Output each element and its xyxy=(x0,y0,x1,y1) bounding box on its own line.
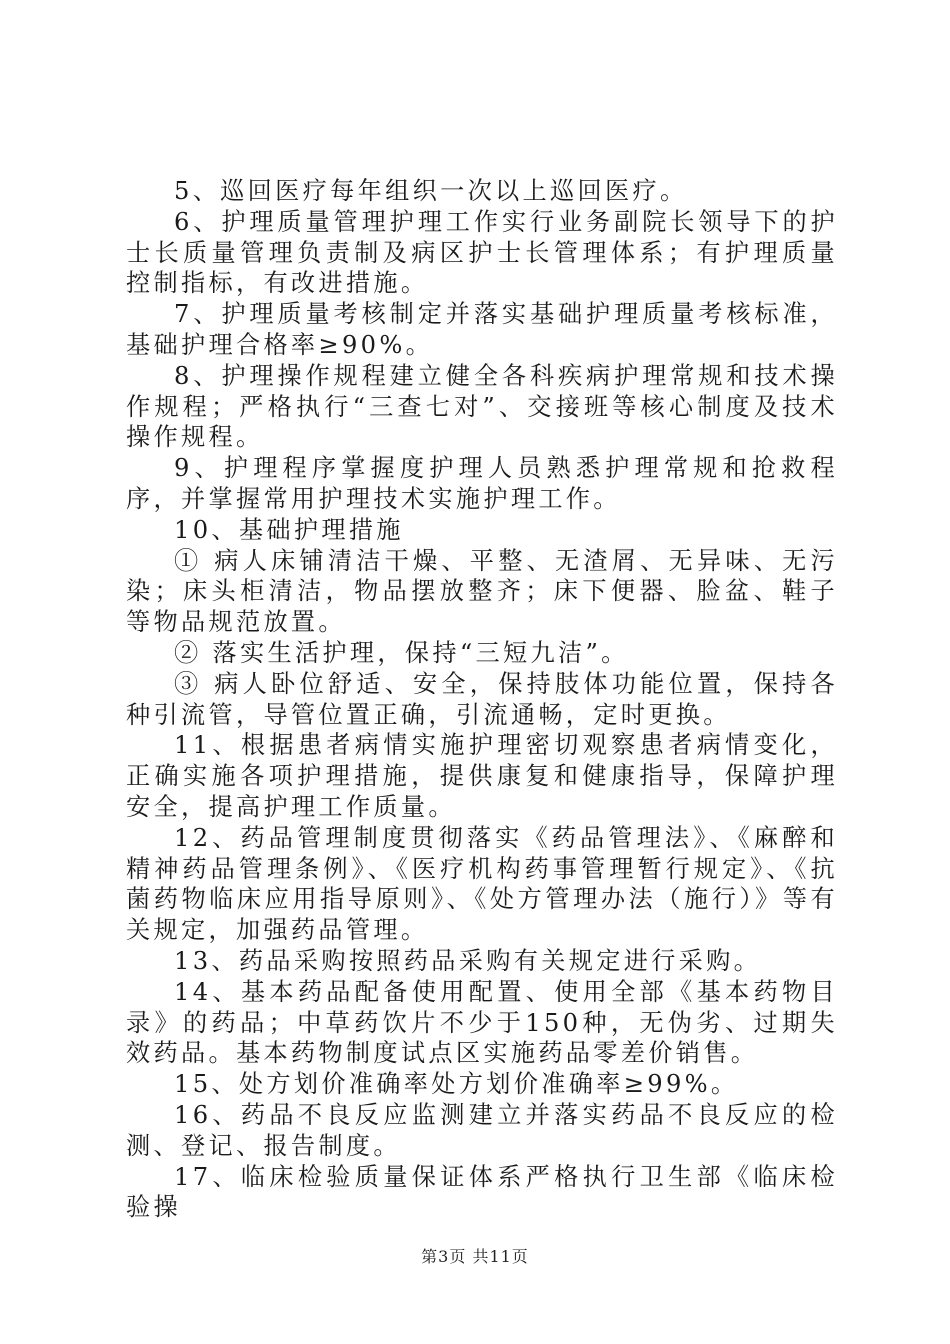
paragraph-11: 11、根据患者病情实施护理密切观察患者病情变化，正确实施各项护理措施，提供康复和健康指导，保障护理安全，提高护理工作质量。 xyxy=(126,731,838,821)
document-body xyxy=(126,176,838,1223)
paragraph-16: 16、药品不良反应监测建立并落实药品不良反应的检测、登记、报告制度。 xyxy=(126,1100,838,1160)
paragraph-10-item-3: ③ 病人卧位舒适、安全，保持肢体功能位置，保持各种引流管，导管位置正确，引流通畅，定时更换。 xyxy=(126,669,838,729)
paragraph-17: 17、临床检验质量保证体系严格执行卫生部《临床检验操 xyxy=(126,1162,838,1222)
paragraph-8: 8、护理操作规程建立健全各科疾病护理常规和技术操作规程；严格执行“三查七对”、交接班等核心制度及技术操作规程。 xyxy=(126,361,838,452)
paragraph-14: 14、基本药品配备使用配置、使用全部《基本药物目录》的药品；中草药饮片不少于150种，无伪劣、过期失效药品。基本药物制度试点区实施药品零差价销售。 xyxy=(126,977,838,1068)
paragraph-12: 12、药品管理制度贯彻落实《药品管理法》、《麻醉和精神药品管理条例》、《医疗机构药事管理暂行规定》、《抗菌药物临床应用指导原则》、《处方管理办法（施行）》等有关规定，加强药品管理。 xyxy=(126,823,838,945)
paragraph-9: 9、护理程序掌握度护理人员熟悉护理常规和抢救程序，并掌握常用护理技术实施护理工作。 xyxy=(126,454,838,513)
page-number-footer: 第3页 共11页 xyxy=(421,1247,529,1266)
paragraph-6: 6、护理质量管理护理工作实行业务副院长领导下的护士长质量管理负责制及病区护士长管理体系；有护理质量控制指标，有改进措施。 xyxy=(126,207,838,298)
paragraph-15: 15、处方划价准确率处方划价准确率≥99%。 xyxy=(174,1070,739,1099)
paragraph-13: 13、药品采购按照药品采购有关规定进行采购。 xyxy=(174,946,762,975)
paragraph-10: 10、基础护理措施 xyxy=(174,515,404,544)
paragraph-10-item-2: ② 落实生活护理，保持“三短九洁”。 xyxy=(174,638,629,667)
paragraph-5: 5、巡回医疗每年组织一次以上巡回医疗。 xyxy=(174,177,688,205)
paragraph-7: 7、护理质量考核制定并落实基础护理质量考核标准，基础护理合格率≥90%。 xyxy=(126,300,838,359)
paragraph-10-item-1: ① 病人床铺清洁干燥、平整、无渣屑、无异味、无污染；床头柜清洁，物品摆放整齐；床下便器、脸盆、鞋子等物品规范放置。 xyxy=(126,546,838,637)
